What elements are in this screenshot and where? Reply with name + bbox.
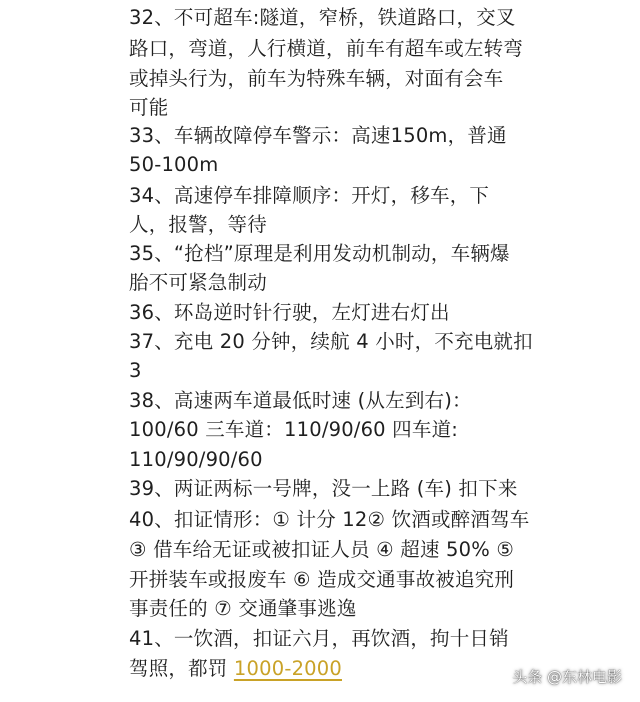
text-line: 事责任的 ⑦ 交通肇事逃逸	[129, 597, 357, 620]
text-line: 路口，弯道，人行横道，前车有超车或左转弯	[129, 37, 524, 60]
text-line: 胎不可紧急制动	[129, 271, 267, 294]
text-line: 37、充电 20 分钟，续航 4 小时，不充电就扣	[129, 330, 533, 353]
text-line: 38、高速两车道最低时速 (从左到右)：	[129, 389, 472, 412]
text-line: 39、两证两标一号牌，没一上路 (车) 扣下来	[129, 477, 518, 500]
text-line: 110/90/90/60	[129, 448, 263, 471]
text-line: 32、不可超车:隧道，窄桥，铁道路口，交叉	[129, 6, 516, 29]
text-line: 33、车辆故障停车警示：高速150m，普通	[129, 124, 507, 147]
text-line: 35、“抢档”原理是利用发动机制动，车辆爆	[129, 242, 510, 265]
text-line: 或掉头行为，前车为特殊车辆，对面有会车	[129, 67, 504, 90]
text-line: 人，报警，等待	[129, 213, 267, 236]
text-line: 开拼装车或报废车 ⑥ 造成交通事故被追究刑	[129, 568, 515, 591]
text-line: 36、环岛逆时针行驶，左灯进右灯出	[129, 301, 450, 324]
text-line: 50-100m	[129, 153, 219, 176]
text-line: 3	[129, 359, 142, 382]
text-line: ③ 借车给无证或被扣证人员 ④ 超速 50% ⑤	[129, 538, 515, 561]
text-line: 34、高速停车排障顺序：开灯，移车，下	[129, 184, 490, 207]
highlighted-amount: 1000-2000	[233, 657, 342, 680]
text-line: 100/60 三车道：110/90/60 四车道:	[129, 418, 459, 441]
text-line-last-prefix: 驾照，都罚	[129, 657, 234, 680]
text-line: 40、扣证情形：① 计分 12② 饮酒或醉酒驾车	[129, 508, 530, 531]
watermark: 头条 @东林电影	[512, 668, 622, 686]
text-line: 41、一饮酒，扣证六月，再饮酒，拘十日销	[129, 627, 509, 650]
text-line: 可能	[129, 96, 169, 119]
text-line-last	[129, 653, 342, 685]
